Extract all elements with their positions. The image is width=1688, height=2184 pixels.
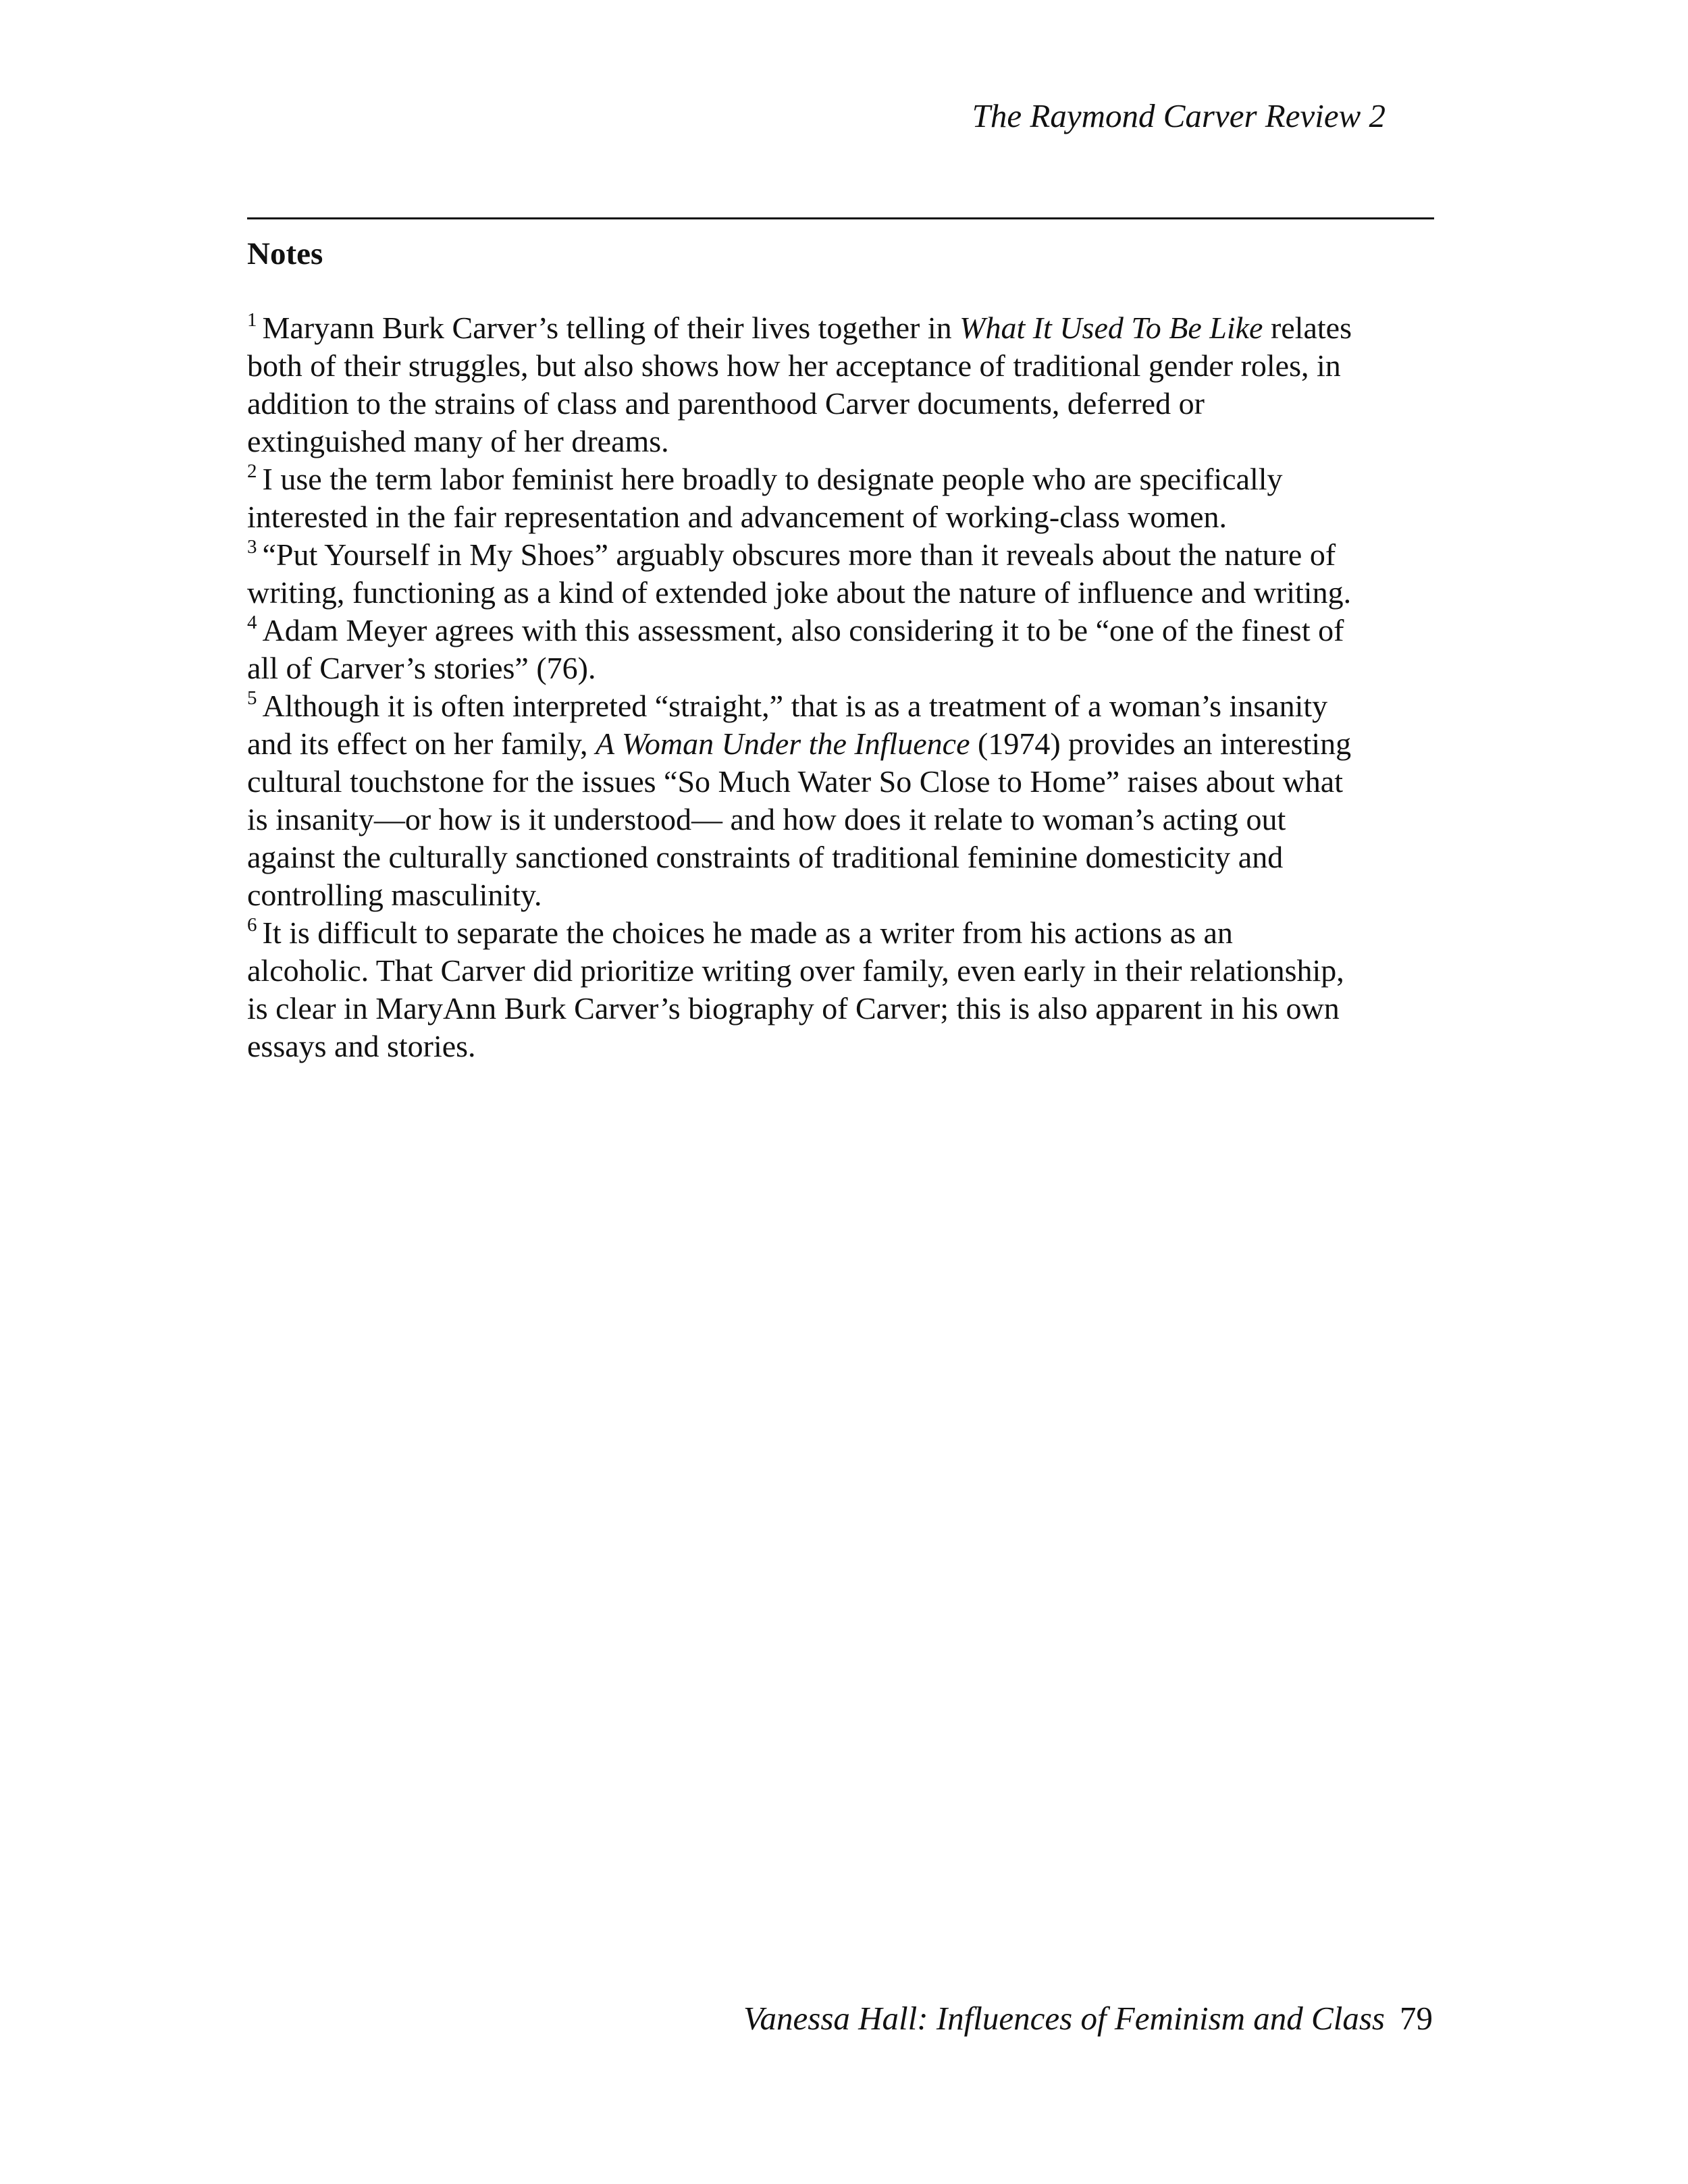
footnote-text: relates bbox=[1263, 311, 1352, 345]
footnote-5-line bbox=[247, 763, 1435, 801]
page-number: 79 bbox=[1400, 2000, 1433, 2037]
footnote-5-line bbox=[247, 725, 1435, 763]
footnote-5-line bbox=[247, 876, 1435, 914]
footnote-5 bbox=[247, 687, 1435, 725]
footnote-5-line bbox=[247, 801, 1435, 838]
footnote-text: interested in the fair representation and advancement of working-class women. bbox=[247, 500, 1228, 534]
footnote-text: is clear in MaryAnn Burk Carver’s biography of Carver; this is also apparent in his own bbox=[247, 991, 1340, 1026]
footnote-6-line bbox=[247, 952, 1435, 990]
notes-list bbox=[247, 309, 1435, 1065]
footnote-text: alcoholic. That Carver did prioritize writing over family, even early in their relationship, bbox=[247, 953, 1344, 988]
footnote-text: addition to the strains of class and parenthood Carver documents, deferred or bbox=[247, 386, 1205, 421]
footnote-3 bbox=[247, 536, 1435, 574]
work-title: A Woman Under the Influence bbox=[596, 726, 970, 761]
footnote-text: extinguished many of her dreams. bbox=[247, 424, 669, 458]
footnote-1 bbox=[247, 309, 1435, 347]
notes-heading: Notes bbox=[247, 236, 323, 271]
footnote-4-line bbox=[247, 649, 1435, 687]
footnote-1-line bbox=[247, 423, 1435, 460]
footnote-number: 1 bbox=[247, 309, 257, 331]
footnote-number: 2 bbox=[247, 460, 257, 482]
footnote-3-line bbox=[247, 574, 1435, 612]
footnote-1-line bbox=[247, 385, 1435, 423]
header-rule bbox=[247, 217, 1434, 219]
footnote-text: Adam Meyer agrees with this assessment, also considering it to be “one of the finest of bbox=[262, 613, 1344, 647]
running-header: The Raymond Carver Review 2 bbox=[972, 97, 1386, 134]
footnote-text: Maryann Burk Carver’s telling of their lives together in bbox=[262, 311, 960, 345]
footnote-text: and its effect on her family, bbox=[247, 726, 596, 761]
footnote-6 bbox=[247, 914, 1435, 952]
footnote-text: cultural touchstone for the issues “So Much Water So Close to Home” raises about what bbox=[247, 764, 1344, 799]
footnote-text: essays and stories. bbox=[247, 1029, 476, 1063]
footnote-text: I use the term labor feminist here broadly to designate people who are specifically bbox=[262, 462, 1283, 496]
footnote-number: 3 bbox=[247, 536, 257, 558]
footnote-text: It is difficult to separate the choices he made as a writer from his actions as an bbox=[262, 915, 1233, 950]
work-title: What It Used To Be Like bbox=[959, 311, 1263, 345]
footnote-1-line bbox=[247, 347, 1435, 385]
footnote-2-line bbox=[247, 498, 1435, 536]
footnote-text: (1974) provides an interesting bbox=[970, 726, 1352, 761]
footnote-text: “Put Yourself in My Shoes” arguably obscures more than it reveals about the nature of bbox=[262, 537, 1336, 572]
footnote-2 bbox=[247, 460, 1435, 498]
footer-title: Vanessa Hall: Influences of Feminism and Class bbox=[743, 2000, 1385, 2037]
footnote-text: against the culturally sanctioned constraints of traditional feminine domesticity and bbox=[247, 840, 1284, 874]
footnote-number: 4 bbox=[247, 612, 257, 633]
footnote-text: Although it is often interpreted “straight,” that is as a treatment of a woman’s insanity bbox=[262, 689, 1328, 723]
footnote-5-line bbox=[247, 838, 1435, 876]
footnote-4 bbox=[247, 612, 1435, 649]
running-footer bbox=[608, 1998, 1433, 2039]
footnote-text: is insanity—or how is it understood— and how does it relate to woman’s acting out bbox=[247, 802, 1286, 836]
footnote-number: 6 bbox=[247, 914, 257, 936]
footnote-text: controlling masculinity. bbox=[247, 878, 542, 912]
footnote-6-line bbox=[247, 1028, 1435, 1065]
footnote-text: all of Carver’s stories” (76). bbox=[247, 651, 596, 685]
footnote-text: writing, functioning as a kind of extended joke about the nature of influence and writing. bbox=[247, 575, 1352, 610]
footnote-6-line bbox=[247, 990, 1435, 1028]
footnote-number: 5 bbox=[247, 687, 257, 709]
footnote-text: both of their struggles, but also shows how her acceptance of traditional gender roles, in bbox=[247, 348, 1341, 383]
